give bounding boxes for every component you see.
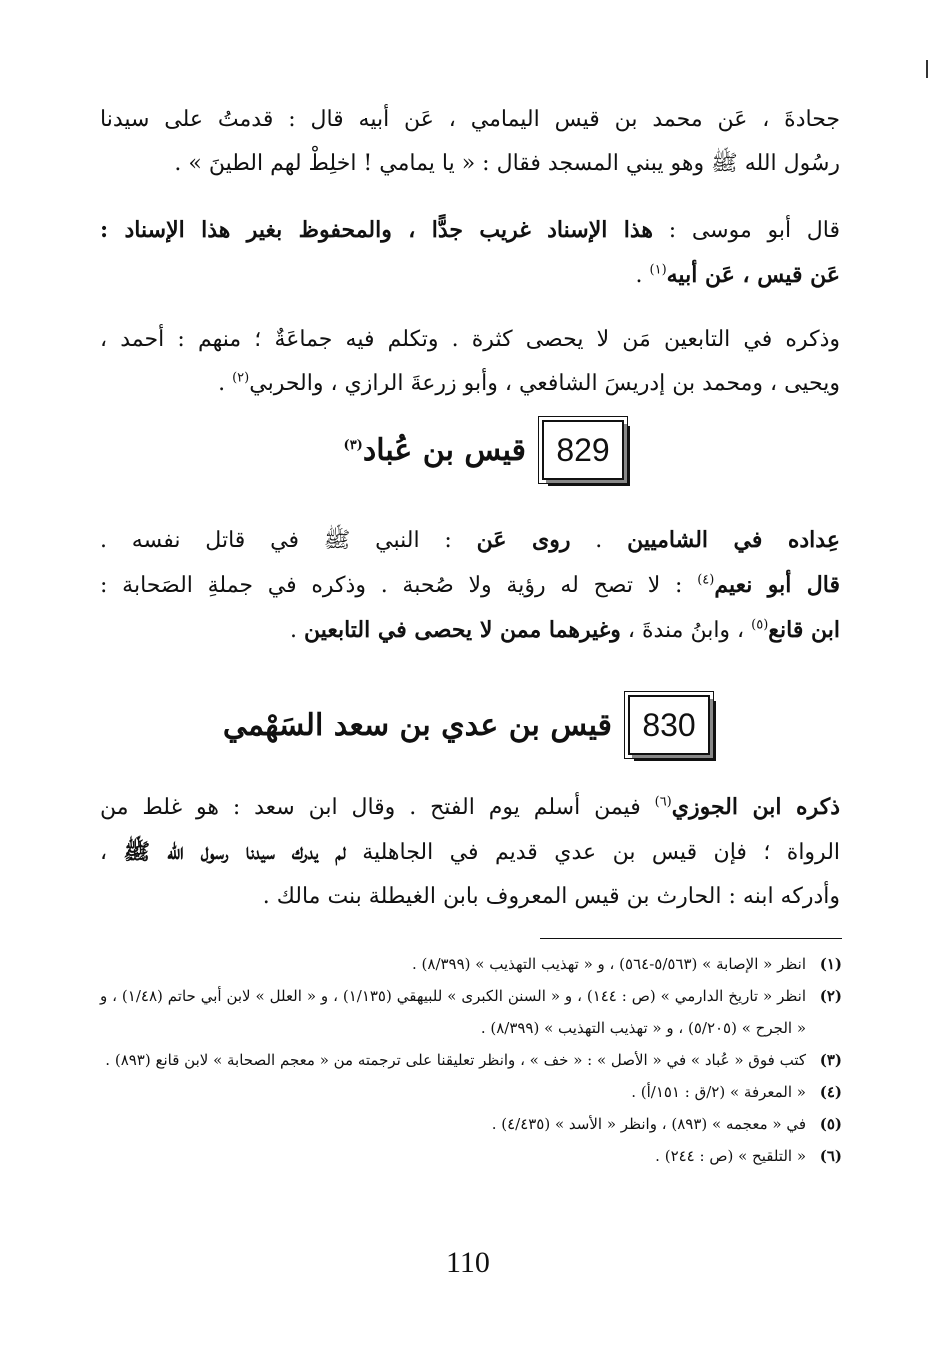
footnote-number: (٣) bbox=[819, 1051, 842, 1069]
bold-span: عَن قيس ، عَن أبيه bbox=[666, 262, 840, 288]
text-span: ، bbox=[100, 840, 124, 865]
footnote-text: انظر « تاريخ الدارمي » (ص : ١٤٤) ، و « السنن الكبرى » للبيهقي (١/١٣٥) ، و « العلل » لابن أبي حاتم (١/٤٨) ، و « الجرح » (٥/٢٠٥) ، و « تهذيب التهذيب » (٨/٣٩٩) . bbox=[100, 987, 806, 1037]
footnote bbox=[100, 980, 842, 1044]
footnote-ref[interactable]: (١) bbox=[649, 262, 667, 278]
text-span: . bbox=[218, 371, 233, 396]
entry-number-box: 830 bbox=[628, 695, 710, 755]
footnote bbox=[100, 948, 842, 980]
footnote bbox=[100, 1076, 842, 1108]
footnote bbox=[100, 1140, 842, 1172]
text-span: : لا تصح له رؤية ولا صُحبة . وذكره في جملةِ الصَحابة : bbox=[100, 573, 698, 598]
text-line: رسُول الله ﷺ وهو يبني المسجد فقال : « يا يمامي ! اخلِطْ لهم الطينَ » . bbox=[174, 151, 840, 176]
text-line bbox=[100, 208, 840, 253]
entry-title: قيس بن عدي بن سعد السَهْمي bbox=[222, 707, 612, 743]
footnote bbox=[100, 1108, 842, 1140]
bold-span: روى عَن bbox=[476, 527, 571, 553]
footnotes bbox=[100, 948, 842, 1172]
bold-span: هذا الإسناد غريب جدًّا ، والمحفوظ بغير هذا الإسناد : bbox=[100, 217, 653, 243]
footnote-text: كتب فوق « عُباد » في « الأصل » : « خف » ، وانظر تعليقنا على ترجمته من « معجم الصحابة » لابن قانع (٨٩٣) . bbox=[105, 1051, 806, 1069]
text-span: : النبي ﷺ في قاتل نفسه . bbox=[100, 528, 477, 553]
text-line bbox=[100, 253, 840, 298]
text-line bbox=[100, 608, 840, 653]
margin-mark bbox=[926, 60, 928, 78]
text-span: . bbox=[570, 528, 628, 553]
paragraph-4 bbox=[100, 518, 840, 653]
paragraph-5 bbox=[100, 785, 840, 919]
footnote-text: « التلقيح » (ص : ٢٤٤) . bbox=[655, 1147, 806, 1165]
bold-span: عِداده في الشاميين bbox=[627, 527, 840, 553]
page-number: 110 bbox=[446, 1246, 490, 1279]
text-line bbox=[100, 830, 840, 875]
text-line bbox=[100, 785, 840, 830]
footnote-text: « المعرفة » (٢/ق : ١٥١/أ) . bbox=[631, 1083, 806, 1101]
footnote-number: (٥) bbox=[819, 1115, 842, 1133]
text-line bbox=[100, 518, 840, 563]
footnote-ref[interactable]: (٦) bbox=[654, 794, 672, 810]
footnote-ref[interactable]: (٤) bbox=[697, 572, 715, 588]
text-span: ، وابنُ مندةَ ، bbox=[620, 618, 752, 643]
entry-title bbox=[344, 433, 526, 468]
bold-span: ابن قانع bbox=[768, 617, 840, 643]
text-line bbox=[100, 362, 840, 406]
paragraph-2 bbox=[100, 208, 840, 298]
text-span: الرواة ؛ فإن قيس بن عدي قديم في الجاهلية bbox=[345, 840, 841, 865]
paragraph-3 bbox=[100, 318, 840, 406]
footnote-ref[interactable]: (٣) bbox=[343, 437, 363, 453]
footnote-text: انظر « الإصابة » (٥/٥٦٣-٥٦٤) ، و « تهذيب التهذيب » (٨/٣٩٩) . bbox=[412, 955, 806, 973]
footnote bbox=[100, 1044, 842, 1076]
text-span: . bbox=[289, 618, 304, 643]
text-span: قال أبو موسى : bbox=[653, 218, 841, 243]
text-line bbox=[100, 563, 840, 608]
footnote-ref[interactable]: (٥) bbox=[751, 617, 769, 633]
footnote-text: في « معجمه » (٨٩٣) ، وانظر « الأسد » (٤/٤٣٥) . bbox=[491, 1115, 806, 1133]
bold-span: ذكره ابن الجوزي bbox=[671, 794, 840, 820]
bold-span: وغيرهما ممن لا يحصى في التابعين bbox=[303, 617, 621, 643]
bold-span: قال أبو نعيم bbox=[714, 572, 840, 598]
paragraph-1 bbox=[100, 98, 840, 186]
footnote-number: (١) bbox=[819, 955, 842, 973]
entry-heading-830 bbox=[223, 695, 710, 755]
text-span: ويحيى ، ومحمد بن إدريسَ الشافعي ، وأبو زرعةَ الرازي ، والحربي bbox=[249, 371, 840, 396]
text-line: جحادةَ ، عَن محمد بن قيس اليمامي ، عَن أبيه قال : قدمتُ على سيدنا bbox=[100, 107, 840, 132]
text-line: وذكره في التابعين مَن لا يحصى كثرة . وتكلم فيه جماعَةٌ ؛ منهم : أحمد ، bbox=[100, 327, 840, 352]
entry-heading-829 bbox=[344, 420, 624, 480]
footnote-divider bbox=[540, 938, 842, 939]
text-span: . bbox=[635, 263, 650, 288]
entry-title-text: قيس بن عُباد bbox=[362, 432, 526, 468]
text-line: وأدركه ابنه : الحارث بن قيس المعروف بابن الغيطلة بنت مالك . bbox=[262, 884, 840, 909]
bold-span: لم يدرك سيدنا رسول الله ﷺ bbox=[123, 839, 346, 865]
entry-number-box: 829 bbox=[542, 420, 624, 480]
footnote-ref[interactable]: (٢) bbox=[232, 370, 250, 386]
footnote-number: (٢) bbox=[819, 987, 842, 1005]
footnote-number: (٦) bbox=[819, 1147, 842, 1165]
text-span: فيمن أسلم يوم الفتح . وقال ابن سعد : هو غلط من bbox=[100, 795, 655, 820]
footnote-number: (٤) bbox=[819, 1083, 842, 1101]
